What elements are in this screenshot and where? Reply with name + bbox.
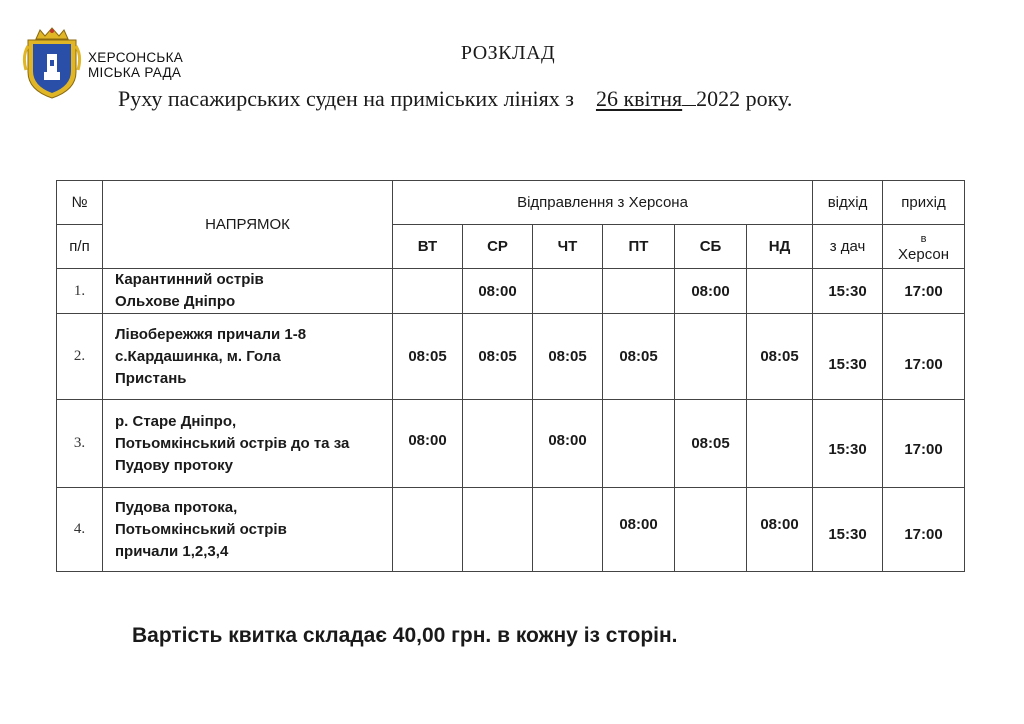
schedule-table xyxy=(56,180,965,572)
header-arrive-bottom-line-2: Херсон xyxy=(898,245,949,263)
time-cell-fri: 08:05 xyxy=(603,314,675,400)
org-name-line-1: ХЕРСОНСЬКА xyxy=(88,50,184,65)
time-cell-tue: 08:00 xyxy=(393,400,463,488)
row-direction xyxy=(103,488,393,572)
direction-line: Карантинний острів xyxy=(115,271,264,288)
arrive-time: 17:00 xyxy=(883,269,965,314)
time-cell-wed xyxy=(463,400,533,488)
table-row xyxy=(57,314,965,400)
time-cell-sat xyxy=(675,314,747,400)
direction-line: Потьомкінський острів до та за xyxy=(115,434,350,452)
time-cell-tue xyxy=(393,488,463,572)
time-cell-sat xyxy=(675,488,747,572)
table-row xyxy=(57,400,965,488)
time-cell-fri: 08:00 xyxy=(603,488,675,572)
direction-line: Лівобережжя причали 1-8 xyxy=(115,325,307,343)
arrive-time: 17:00 xyxy=(883,314,965,400)
time-cell-sun: 08:05 xyxy=(747,314,813,400)
time-cell-wed xyxy=(463,488,533,572)
depart-time: 15:30 xyxy=(813,488,883,572)
document-subtitle xyxy=(118,86,792,112)
row-number: 1. xyxy=(57,269,103,314)
direction-line: Потьомкінський острів xyxy=(115,520,287,538)
row-direction xyxy=(103,400,393,488)
subtitle-year: 2022 року. xyxy=(696,86,793,111)
time-cell-thu xyxy=(533,488,603,572)
direction-line: с.Кардашинка, м. Гола xyxy=(115,347,281,365)
row-direction xyxy=(103,314,393,400)
direction-line: причали 1,2,3,4 xyxy=(115,542,229,560)
time-cell-wed: 08:05 xyxy=(463,314,533,400)
row-number: 3. xyxy=(57,400,103,488)
header-number-bottom: п/п xyxy=(57,225,103,269)
table-row xyxy=(57,488,965,572)
ticket-price-note: Вартість квитка складає 40,00 грн. в кожну із сторін. xyxy=(132,624,678,647)
time-cell-wed: 08:00 xyxy=(463,269,533,314)
header-day-fri: ПТ xyxy=(603,225,675,269)
arrive-time: 17:00 xyxy=(883,488,965,572)
depart-time: 15:30 xyxy=(813,314,883,400)
time-cell-sun: 08:00 xyxy=(747,488,813,572)
document-title xyxy=(0,42,1024,65)
header-day-sat: СБ xyxy=(675,225,747,269)
time-cell-sat: 08:05 xyxy=(675,400,747,488)
direction-line: Пудова протока, xyxy=(115,498,238,516)
header-day-tue: ВТ xyxy=(393,225,463,269)
depart-time: 15:30 xyxy=(813,269,883,314)
table-row xyxy=(57,269,965,314)
time-cell-thu xyxy=(533,269,603,314)
depart-time: 15:30 xyxy=(813,400,883,488)
title-text: РОЗКЛАД xyxy=(460,42,556,64)
header-depart-top: відхід xyxy=(813,181,883,225)
header-arrive-bottom-line-1: в xyxy=(920,232,927,245)
header-number-top: № xyxy=(57,181,103,225)
row-number: 4. xyxy=(57,488,103,572)
header-arrive-bottom xyxy=(883,225,965,269)
time-cell-fri xyxy=(603,269,675,314)
time-cell-fri xyxy=(603,400,675,488)
org-name-line-2: МІСЬКА РАДА xyxy=(88,65,182,80)
time-cell-tue xyxy=(393,269,463,314)
time-cell-tue: 08:05 xyxy=(393,314,463,400)
subtitle-date: 26 квітня xyxy=(595,86,683,111)
time-cell-thu: 08:05 xyxy=(533,314,603,400)
direction-line: Ольхове Дніпро xyxy=(115,293,236,310)
header-depart-bottom: з дач xyxy=(813,225,883,269)
header-day-thu: ЧТ xyxy=(533,225,603,269)
header-direction: НАПРЯМОК xyxy=(103,181,393,269)
time-cell-sun xyxy=(747,269,813,314)
time-cell-sat: 08:00 xyxy=(675,269,747,314)
time-cell-thu: 08:00 xyxy=(533,400,603,488)
row-number: 2. xyxy=(57,314,103,400)
time-cell-sun xyxy=(747,400,813,488)
header-day-sun: НД xyxy=(747,225,813,269)
direction-line: р. Старе Дніпро, xyxy=(115,412,237,430)
arrive-time: 17:00 xyxy=(883,400,965,488)
direction-line: Пудову протоку xyxy=(115,456,233,474)
table-header-row-1 xyxy=(57,181,965,225)
header-departure-from-kherson: Відправлення з Херсона xyxy=(393,181,813,225)
subtitle-text: Руху пасажирських суден на приміських лініях з xyxy=(118,86,574,111)
direction-line: Пристань xyxy=(115,369,187,387)
header-arrive-top: прихід xyxy=(883,181,965,225)
header-day-wed: СР xyxy=(463,225,533,269)
row-direction xyxy=(103,269,393,314)
